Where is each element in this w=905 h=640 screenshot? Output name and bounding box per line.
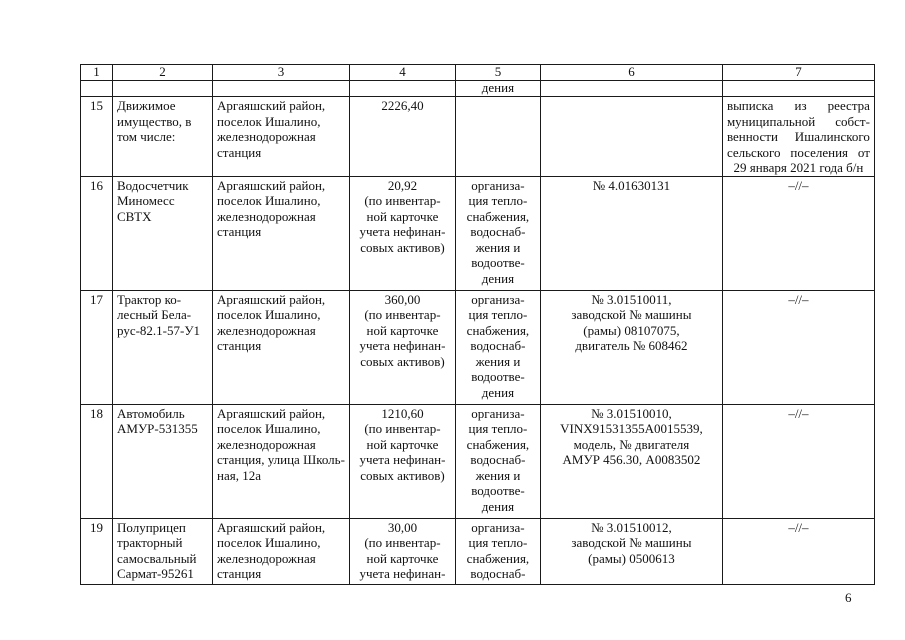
item-value-line: совых активов) — [360, 239, 445, 255]
table-row — [81, 518, 875, 584]
page-number: 6 — [845, 590, 852, 605]
item-value-line: 20,92 — [387, 177, 418, 193]
item-basis-line: снабжения, — [466, 436, 530, 452]
item-name-line: Автомобиль — [117, 405, 185, 421]
item-value-line: учета нефинан- — [359, 566, 446, 581]
item-document — [722, 404, 874, 518]
item-basis-line: ция тепло- — [468, 307, 528, 322]
item-basis-line: организа- — [471, 519, 525, 535]
item-basis — [455, 176, 540, 290]
item-basis-line: жения и — [475, 467, 521, 483]
item-value-line: совых активов) — [360, 353, 445, 369]
item-basis-line: жения и — [475, 239, 521, 255]
item-document-line: муниципальной собст- — [726, 113, 870, 129]
item-name-line: лесный Бела- — [117, 307, 192, 322]
item-name-line: Полуприцеп — [117, 519, 186, 535]
item-details-line: № 3.01510012, — [591, 519, 672, 535]
item-name-line: Миномесс — [117, 193, 175, 208]
item-value-line: учета нефинан- — [359, 338, 446, 353]
item-basis-line: ция тепло- — [468, 421, 528, 436]
item-details-line: заводской № машины — [571, 535, 692, 550]
item-value-line: 360,00 — [384, 291, 421, 307]
item-basis-line: снабжения, — [466, 208, 530, 224]
item-value-line: (по инвентар- — [364, 193, 441, 208]
item-address-line: Аргаяшский район, — [217, 291, 326, 307]
item-name — [113, 176, 213, 290]
item-basis-line: дения — [481, 498, 515, 514]
item-basis — [455, 518, 540, 584]
item-address — [213, 97, 350, 177]
item-value-line: ной карточке — [366, 322, 439, 338]
item-basis-line: снабжения, — [466, 550, 530, 566]
item-address — [213, 404, 350, 518]
item-address — [213, 176, 350, 290]
item-details — [540, 404, 722, 518]
row-number: 19 — [81, 518, 113, 584]
header-cell: 4 — [349, 65, 455, 81]
item-basis-line: организа- — [471, 291, 525, 307]
item-address — [213, 290, 350, 404]
item-address-line: железнодорожная — [217, 436, 316, 452]
item-address-line: станция, улица Школь- — [217, 452, 345, 467]
item-basis-line: ция тепло- — [468, 535, 528, 550]
item-name-line: самосвальный — [117, 550, 197, 566]
item-name — [113, 404, 213, 518]
item-document-line: 29 января 2021 года б/н — [733, 160, 864, 175]
item-basis-line: водоотве- — [471, 369, 525, 384]
item-details-line: модель, № двигателя — [573, 436, 690, 452]
item-address-line: железнодорожная — [217, 322, 316, 338]
item-document — [722, 176, 874, 290]
item-name-line: СВТХ — [117, 208, 152, 224]
item-name-line: АМУР-531355 — [117, 421, 198, 436]
item-name-line: рус-82.1-57-У1 — [117, 322, 201, 338]
header-cell: 7 — [722, 65, 874, 81]
header-cell: 1 — [81, 65, 113, 81]
item-value — [349, 176, 455, 290]
column-number-row — [81, 65, 875, 81]
item-address-line: Аргаяшский район, — [217, 98, 326, 113]
item-address-line: поселок Ишалино, — [217, 421, 321, 436]
table-row — [81, 97, 875, 177]
item-basis-line: снабжения, — [466, 322, 530, 338]
item-address-line: железнодорожная — [217, 208, 316, 224]
item-basis-line: водоотве- — [471, 255, 525, 270]
item-document — [722, 518, 874, 584]
row-number: 16 — [81, 176, 113, 290]
item-value — [349, 404, 455, 518]
header-cell: 2 — [113, 65, 213, 81]
item-address-line: ная, 12а — [217, 467, 261, 483]
item-name-line: том числе: — [117, 129, 176, 144]
item-basis — [455, 97, 540, 177]
item-basis-line: ция тепло- — [468, 193, 528, 208]
item-document-line: –//– — [788, 177, 809, 193]
item-value-line: ной карточке — [366, 550, 439, 566]
item-address-line: станция — [217, 144, 262, 160]
row-number: 17 — [81, 290, 113, 404]
item-details-line: VINX91531355A0015539, — [560, 421, 703, 436]
item-details — [540, 518, 722, 584]
item-basis — [455, 404, 540, 518]
item-address — [213, 518, 350, 584]
item-name — [113, 518, 213, 584]
item-value-line: 2226,40 — [381, 98, 424, 113]
item-basis-line: водоснаб- — [470, 224, 526, 239]
item-address-line: станция — [217, 224, 262, 239]
item-document-line: сельского поселения от — [726, 144, 870, 160]
item-name-line: Сармат-95261 — [117, 566, 194, 581]
item-basis-line: водоотве- — [471, 483, 525, 498]
item-value-line: 30,00 — [387, 519, 418, 535]
item-address-line: поселок Ишалино, — [217, 307, 321, 322]
item-details-line: заводской № машины — [571, 307, 692, 322]
table-row — [81, 176, 875, 290]
item-name-line: имущество, в — [117, 113, 192, 129]
item-value-line: ной карточке — [366, 208, 439, 224]
item-value-line: совых активов) — [360, 467, 445, 483]
item-address-line: железнодорожная — [217, 129, 316, 144]
item-document — [722, 97, 874, 177]
item-value-line: (по инвентар- — [364, 535, 441, 550]
item-value — [349, 97, 455, 177]
item-details — [540, 176, 722, 290]
item-details-line: № 4.01630131 — [592, 177, 671, 193]
item-name — [113, 97, 213, 177]
item-name-line: Движимое — [117, 98, 176, 113]
item-details-line: двигатель № 608462 — [575, 338, 688, 353]
item-basis-line: жения и — [475, 353, 521, 369]
item-basis-line: водоснаб- — [470, 566, 526, 581]
item-details — [540, 290, 722, 404]
item-value-line: ной карточке — [366, 436, 439, 452]
item-name-line: Водосчетчик — [117, 177, 189, 193]
item-basis — [455, 290, 540, 404]
item-name — [113, 290, 213, 404]
item-basis-line: дения — [481, 270, 515, 286]
table-row — [81, 404, 875, 518]
item-document-line: выписка из реестра — [726, 98, 870, 113]
item-value-line: (по инвентар- — [364, 421, 441, 436]
item-document — [722, 290, 874, 404]
item-address-line: поселок Ишалино, — [217, 535, 321, 550]
item-value-line: 1210,60 — [381, 405, 424, 421]
item-basis-line: дения — [481, 384, 515, 400]
item-address-line: Аргаяшский район, — [217, 519, 326, 535]
item-basis-line: организа- — [471, 177, 525, 193]
item-details-line: АМУР 456.30, А0083502 — [562, 452, 701, 467]
item-value-line: учета нефинан- — [359, 224, 446, 239]
row-number: 15 — [81, 97, 113, 177]
item-details — [540, 97, 722, 177]
item-details-line: (рамы) 08107075, — [583, 322, 680, 338]
item-document-line: –//– — [788, 291, 809, 307]
item-document-line: венности Ишалинского — [726, 129, 870, 144]
item-details-line: № 3.01510010, — [591, 405, 672, 421]
header-cell: 3 — [213, 65, 350, 81]
item-address-line: станция — [217, 566, 262, 581]
item-address-line: поселок Ишалино, — [217, 193, 321, 208]
item-address-line: Аргаяшский район, — [217, 405, 326, 421]
item-address-line: Аргаяшский район, — [217, 177, 326, 193]
item-basis-line: водоснаб- — [470, 452, 526, 467]
item-address-line: железнодорожная — [217, 550, 316, 566]
item-value — [349, 518, 455, 584]
item-address-line: станция — [217, 338, 262, 353]
item-name-line: тракторный — [117, 535, 183, 550]
continuation-row — [81, 81, 875, 97]
item-value-line: (по инвентар- — [364, 307, 441, 322]
item-document-line: –//– — [788, 405, 809, 421]
header-cell: 5 — [455, 65, 540, 81]
header-cell: 6 — [540, 65, 722, 81]
item-address-line: поселок Ишалино, — [217, 113, 321, 129]
item-details-line: № 3.01510011, — [591, 291, 672, 307]
item-document-line: –//– — [788, 519, 809, 535]
table-row — [81, 290, 875, 404]
continuation-text: дения — [455, 81, 540, 97]
item-name-line: Трактор ко- — [117, 291, 182, 307]
property-register-table — [80, 64, 875, 585]
row-number: 18 — [81, 404, 113, 518]
item-value — [349, 290, 455, 404]
item-basis-line: организа- — [471, 405, 525, 421]
item-basis-line: водоснаб- — [470, 338, 526, 353]
item-value-line: учета нефинан- — [359, 452, 446, 467]
item-details-line: (рамы) 0500613 — [588, 550, 675, 566]
